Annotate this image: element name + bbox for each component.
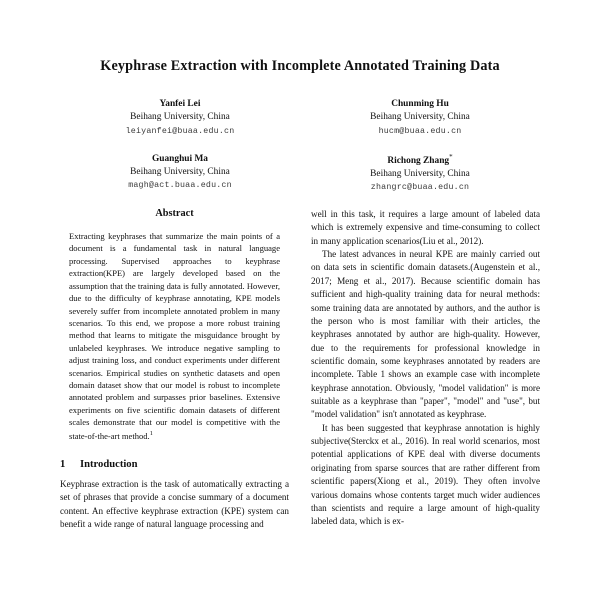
left-column xyxy=(60,208,289,600)
page-title: Keyphrase Extraction with Incomplete Annotated Training Data xyxy=(100,58,500,74)
author-name xyxy=(300,153,540,168)
section-number: 1 xyxy=(60,459,66,471)
abstract-text xyxy=(60,230,289,442)
section-title: Introduction xyxy=(80,459,138,471)
paragraph: The latest advances in neural KPE are mainly carried out on data sets in scientific domain datasets.(Augenstein et al., 2017; Meng et al., 2017). Because scientific domain has sufficient and high-quality training data for neural methods: some training data are annotated by authors, and the author is the person who is most familiar with their articles, the keyphrases annotated by author are high-quality. However, due to the requirements for professional knowledge in scientific domain, some keyphrases annotated by readers are incomplete. Table 1 shows an example case with incomplete keyphrase annotation. Obviously, "model validation" is more suitable as a keyphrase than "paper", "model" and "use", but "model validation" isn't annotated as keyphrase. xyxy=(311,249,540,420)
abstract-body-text: Extracting keyphrases that summarize the main points of a document is a fundamental task in natural language processing. Supervised approaches to keyphrase extraction(KPE) are largely developed based on the assumption that the training data is fully annotated. However, due to the difficulty of keyphrase annotating, KPE models severely suffer from incomplete annotated problem in many scenarios. To this end, we propose a more robust training method that learns to mitigate the misguidance brought by unlabeled keyphrases. We introduce negative sampling to adjust training loss, and conduct experiments under different scenarios. Empirical studies on synthetic datasets and open domain dataset show that our model is robust to incomplete annotated problem and surpasses prior baselines. Extensive experiments on five scientific domain datasets of different scales demonstrate that our model is competitive with the state-of-the-art method. xyxy=(69,231,280,441)
author-affiliation: Beihang University, China xyxy=(130,166,230,177)
paragraph: well in this task, it requires a large amount of labeled data which is extremely expensive and time-consuming to collect in many application scenarios(Liu et al., 2012). xyxy=(311,209,540,246)
author-name: Guanghui Ma xyxy=(151,153,208,164)
author-row xyxy=(60,98,540,137)
right-column xyxy=(311,208,540,600)
author-affiliation: Beihang University, China xyxy=(370,168,470,179)
body-columns xyxy=(60,208,540,600)
author-email[interactable]: zhangrc@buaa.edu.cn xyxy=(370,183,470,193)
paragraph: Keyphrase extraction is the task of automatically extracting a set of phrases that provide a concise summary of a document content. An effective keyphrase extraction (KPE) system can benefit a wide range of natural language processing and xyxy=(60,479,289,530)
author-name: Chunming Hu xyxy=(391,99,449,110)
author-email[interactable]: hucm@buaa.edu.cn xyxy=(378,126,462,136)
author-affiliation: Beihang University, China xyxy=(370,112,470,123)
author-row xyxy=(60,153,540,195)
author-entry xyxy=(60,98,300,137)
footnote-marker: 1 xyxy=(149,429,153,437)
author-block xyxy=(60,98,540,194)
paragraph: It has been suggested that keyphrase annotation is highly subjective(Sterckx et al., 2016). In real world scenarios, most potential applications of KPE deal with diverse documents originating from sparse sources that are rather different from scientific papers(Xiong et al., 2019). They often involve various domains whose contents target much wider audiences than scientists and require a large amount of high-quality labeled data, which is ex- xyxy=(311,422,540,527)
author-name-text: Richong Zhang xyxy=(387,155,450,166)
corresponding-author-marker: * xyxy=(449,152,453,161)
author-email[interactable]: leiyanfei@buaa.edu.cn xyxy=(125,126,235,136)
abstract-heading: Abstract xyxy=(155,208,194,219)
author-affiliation: Beihang University, China xyxy=(130,112,230,123)
section-heading-introduction xyxy=(60,459,289,470)
author-entry xyxy=(300,153,540,195)
author-name: Yanfei Lei xyxy=(159,99,201,110)
author-entry xyxy=(60,153,300,195)
author-entry xyxy=(300,98,540,137)
author-email[interactable]: magh@act.buaa.edu.cn xyxy=(128,181,232,191)
